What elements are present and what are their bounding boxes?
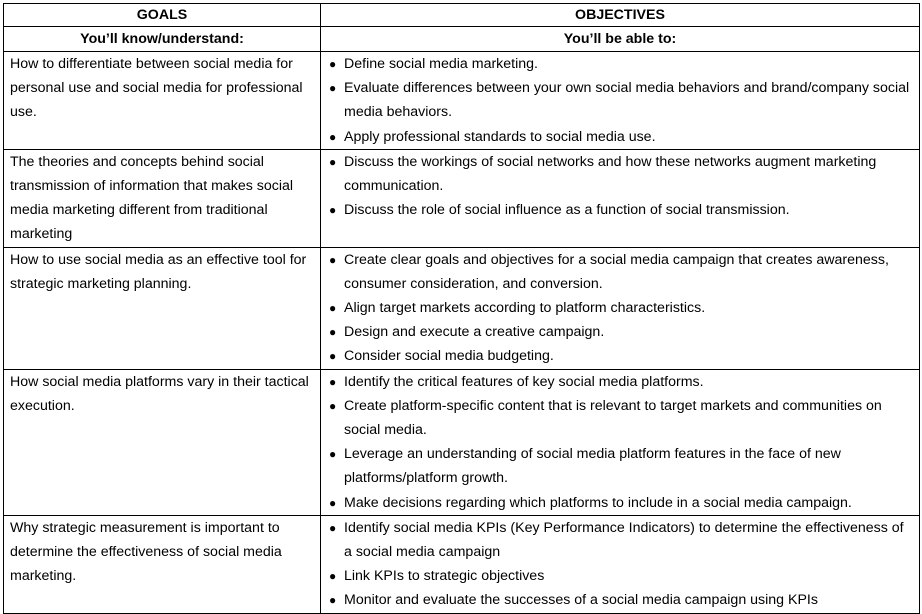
objectives-cell bbox=[321, 149, 920, 247]
list-item bbox=[327, 442, 913, 490]
list-item bbox=[327, 248, 913, 296]
objective-text: Discuss the workings of social networks and how these networks augment marketing communication. bbox=[344, 153, 877, 195]
objective-text: Identify the critical features of key social media platforms. bbox=[344, 373, 704, 390]
objectives-list bbox=[327, 516, 913, 613]
objectives-cell bbox=[321, 247, 920, 369]
list-item bbox=[327, 394, 913, 442]
objective-text: Create platform-specific content that is relevant to target markets and communities on social media. bbox=[344, 397, 882, 439]
objectives-subheader: You’ll be able to: bbox=[321, 27, 920, 52]
objectives-cell bbox=[321, 515, 920, 613]
objectives-cell bbox=[321, 369, 920, 515]
bullet-icon: ● bbox=[329, 203, 337, 218]
objectives-list bbox=[327, 52, 913, 149]
objective-text: Evaluate differences between your own social media behaviors and brand/company social media behaviors. bbox=[344, 80, 910, 121]
bullet-icon: ● bbox=[329, 398, 337, 413]
bullet-icon: ● bbox=[329, 129, 337, 144]
table-row bbox=[4, 515, 920, 613]
objectives-list bbox=[327, 370, 913, 515]
objective-text: Consider social media budgeting. bbox=[344, 348, 554, 365]
goals-subheader: You’ll know/understand: bbox=[4, 27, 321, 52]
list-item bbox=[327, 344, 913, 368]
bullet-icon: ● bbox=[329, 252, 337, 267]
bullet-icon: ● bbox=[329, 520, 337, 535]
list-item bbox=[327, 516, 913, 564]
table-row bbox=[4, 369, 920, 515]
list-item bbox=[327, 125, 913, 149]
list-item bbox=[327, 150, 913, 198]
objective-text: Link KPIs to strategic objectives bbox=[344, 568, 545, 585]
goals-objectives-table bbox=[3, 3, 920, 614]
bullet-icon: ● bbox=[329, 495, 337, 510]
objectives-cell bbox=[321, 52, 920, 150]
table-row bbox=[4, 149, 920, 247]
objective-text: Identify social media KPIs (Key Performance Indicators) to determine the effectiveness of a social media campaign bbox=[344, 519, 904, 561]
list-item bbox=[327, 52, 913, 76]
list-item bbox=[327, 588, 913, 612]
list-item bbox=[327, 564, 913, 588]
bullet-icon: ● bbox=[329, 349, 337, 364]
goal-cell: How to differentiate between social media for personal use and social media for professional use. bbox=[4, 52, 321, 150]
bullet-icon: ● bbox=[329, 301, 337, 316]
subheader-row bbox=[4, 27, 920, 52]
goal-cell: How social media platforms vary in their tactical execution. bbox=[4, 369, 321, 515]
list-item bbox=[327, 320, 913, 344]
objectives-list bbox=[327, 150, 913, 223]
table-row bbox=[4, 52, 920, 150]
goal-cell: How to use social media as an effective tool for strategic marketing planning. bbox=[4, 247, 321, 369]
objective-text: Align target markets according to platform characteristics. bbox=[344, 300, 706, 317]
objective-text: Design and execute a creative campaign. bbox=[344, 324, 605, 341]
bullet-icon: ● bbox=[329, 325, 337, 340]
bullet-icon: ● bbox=[329, 374, 337, 389]
bullet-icon: ● bbox=[329, 154, 337, 169]
bullet-icon: ● bbox=[329, 57, 337, 71]
objective-text: Discuss the role of social influence as a function of social transmission. bbox=[344, 202, 790, 219]
bullet-icon: ● bbox=[329, 593, 337, 608]
list-item bbox=[327, 198, 913, 222]
list-item bbox=[327, 370, 913, 394]
objective-text: Apply professional standards to social media use. bbox=[344, 128, 656, 145]
objectives-list bbox=[327, 248, 913, 369]
list-item bbox=[327, 491, 913, 515]
objective-text: Leverage an understanding of social media platform features in the face of new platforms/platform growth. bbox=[344, 446, 841, 487]
objective-text: Monitor and evaluate the successes of a social media campaign using KPIs bbox=[344, 592, 818, 609]
list-item bbox=[327, 296, 913, 320]
goal-cell: The theories and concepts behind social transmission of information that makes social media marketing different from traditional marketing bbox=[4, 149, 321, 247]
bullet-icon: ● bbox=[329, 81, 337, 96]
list-item bbox=[327, 76, 913, 124]
objective-text: Define social media marketing. bbox=[344, 56, 538, 72]
bullet-icon: ● bbox=[329, 447, 337, 462]
goals-header: GOALS bbox=[4, 4, 321, 27]
bullet-icon: ● bbox=[329, 569, 337, 584]
table-row bbox=[4, 247, 920, 369]
objective-text: Make decisions regarding which platforms to include in a social media campaign. bbox=[344, 494, 852, 511]
objectives-header: OBJECTIVES bbox=[321, 4, 920, 27]
objective-text: Create clear goals and objectives for a social media campaign that creates awareness, consumer consideration, and conversion. bbox=[344, 251, 889, 292]
header-row bbox=[4, 4, 920, 27]
goal-cell: Why strategic measurement is important to determine the effectiveness of social media marketing. bbox=[4, 515, 321, 613]
